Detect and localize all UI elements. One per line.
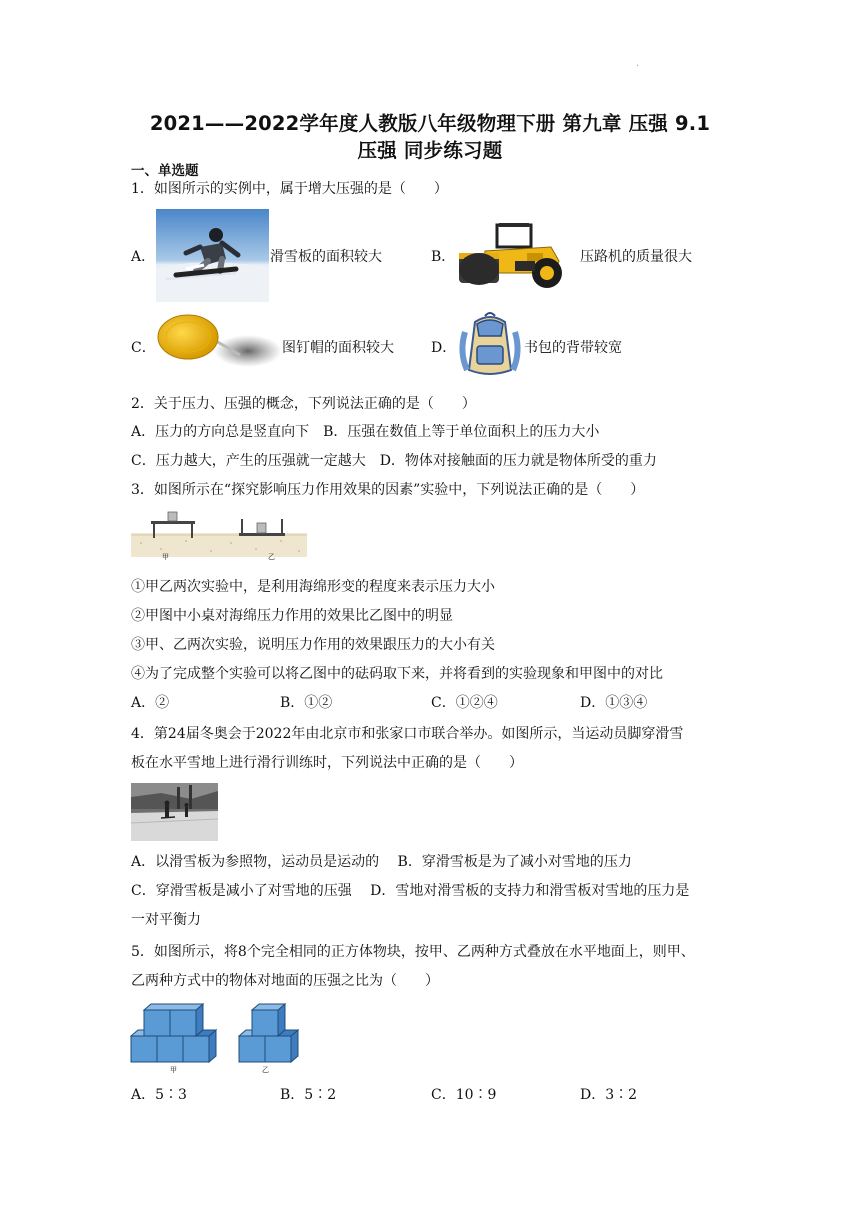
sponge-table-experiment-figure [131, 509, 309, 567]
ski-training-photo [131, 783, 218, 841]
q4-options-ab: A．以滑雪板为参照物，运动员是运动的 B．穿滑雪板是为了减小对雪地的压力 [131, 854, 632, 870]
q5-stem-line1: 5．如图所示，将8个完全相同的正方体物块，按甲、乙两种方式叠放在水平地面上，则甲、 [131, 944, 695, 960]
road-roller-image [455, 221, 573, 291]
q1-option-b-letter: B． [431, 249, 456, 265]
header-dot: . [636, 58, 640, 69]
cube-stack-yi-figure [238, 1002, 300, 1066]
document-title-line1: 2021——2022学年度人教版八年级物理下册 第九章 压强 9.1 [149, 112, 711, 135]
q3-option-d: D．①③④ [580, 695, 648, 711]
q1-stem: 1．如图所示的实例中，属于增大压强的是（ ） [131, 181, 448, 197]
q1-option-a-letter: A． [131, 249, 156, 265]
q3-statement-2: ②甲图中小桌对海绵压力作用的效果比乙图中的明显 [131, 608, 453, 624]
q4-stem-line1: 4．第24届冬奥会于2022年由北京市和张家口市联合举办。如图所示，当运动员脚穿滑雪 [131, 726, 684, 742]
q3-figure-label-jia: 甲 [162, 553, 169, 561]
q5-figure-label-jia: 甲 [170, 1066, 177, 1074]
q3-option-b: B．①② [280, 695, 333, 711]
q5-option-c: C．10∶9 [431, 1087, 497, 1103]
q3-option-c: C．①②④ [431, 695, 498, 711]
q3-statement-1: ①甲乙两次实验中，是利用海绵形变的程度来表示压力大小 [131, 579, 495, 595]
q5-option-d: D．3∶2 [580, 1087, 638, 1103]
q1-option-b-text: 压路机的质量很大 [580, 249, 692, 265]
q3-option-a: A．② [131, 695, 170, 711]
section-heading: 一、单选题 [131, 163, 199, 179]
q2-options-ab: A．压力的方向总是竖直向下 B．压强在数值上等于单位面积上的压力大小 [131, 424, 600, 440]
q4-options-cd: C．穿滑雪板是减小了对雪地的压强 D．雪地对滑雪板的支持力和滑雪板对雪地的压力是 [131, 883, 690, 899]
document-title-line2: 压强 同步练习题 [357, 139, 503, 162]
q1-option-d-letter: D． [431, 340, 457, 356]
q5-stem-line2: 乙两种方式中的物体对地面的压强之比为（ ） [131, 973, 439, 989]
q3-figure-label-yi: 乙 [268, 553, 275, 561]
q4-stem-line2: 板在水平雪地上进行滑行训练时，下列说法中正确的是（ ） [131, 755, 523, 771]
q2-stem: 2．关于压力、压强的概念，下列说法正确的是（ ） [131, 396, 476, 412]
q3-stem: 3．如图所示在“探究影响压力作用效果的因素”实验中，下列说法正确的是（ ） [131, 482, 645, 498]
cube-stack-jia-figure [130, 1002, 220, 1066]
q5-option-a: A．5∶3 [131, 1087, 187, 1103]
q2-options-cd: C．压力越大，产生的压强就一定越大 D．物体对接触面的压力就是物体所受的重力 [131, 453, 657, 469]
q1-option-c-text: 图钉帽的面积较大 [282, 340, 394, 356]
q3-statement-3: ③甲、乙两次实验，说明压力作用的效果跟压力的大小有关 [131, 637, 495, 653]
q5-option-b: B．5∶2 [280, 1087, 337, 1103]
q1-option-a-text: 滑雪板的面积较大 [270, 249, 382, 265]
backpack-image [455, 312, 525, 382]
thumbtack-image [156, 311, 281, 369]
q1-option-c-letter: C． [131, 340, 156, 356]
q4-option-d-continued: 一对平衡力 [131, 912, 201, 928]
q1-option-d-text: 书包的背带较宽 [524, 340, 622, 356]
snowboarder-image [156, 209, 269, 302]
q5-figure-label-yi: 乙 [262, 1066, 269, 1074]
q3-statement-4: ④为了完成整个实验可以将乙图中的砝码取下来，并将看到的实验现象和甲图中的对比 [131, 666, 663, 682]
